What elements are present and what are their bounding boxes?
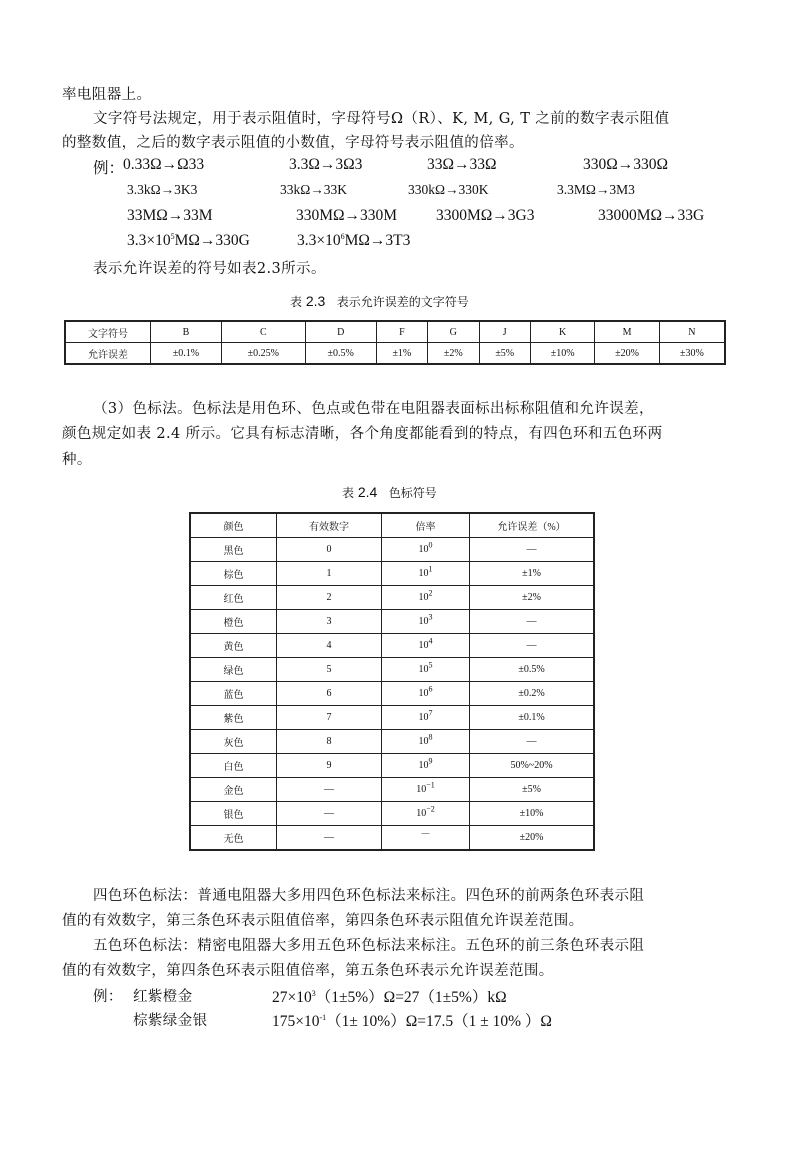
tolerance-symbol-table xyxy=(64,320,726,365)
digit-cell: 8 xyxy=(277,730,382,754)
color-name-cell: 灰色 xyxy=(190,730,277,754)
color-name-cell: 无色 xyxy=(190,826,277,851)
table-row xyxy=(65,321,725,343)
multiplier-base: 10 xyxy=(416,784,427,795)
color-name-cell: 紫色 xyxy=(190,706,277,730)
digit-cell: 6 xyxy=(277,682,382,706)
table-row xyxy=(190,658,594,682)
color-name-cell: 红色 xyxy=(190,586,277,610)
tolerance-cell: ±1% xyxy=(470,562,595,586)
color-name-cell: 白色 xyxy=(190,754,277,778)
digit-cell: 4 xyxy=(277,634,382,658)
table-row xyxy=(190,730,594,754)
multiplier-cell xyxy=(382,562,470,586)
table-caption: 表 2.4 色标符号 xyxy=(342,484,437,500)
multiplier-base: 10 xyxy=(418,544,429,555)
multiplier-base: 10 xyxy=(418,760,429,771)
example-prefix: 例： xyxy=(93,160,125,177)
example-item: 330Ω→330Ω xyxy=(583,156,669,173)
table-cell: ±0.25% xyxy=(221,343,305,365)
example-item: 3.3Ω→3Ω3 xyxy=(289,156,363,173)
paragraph-text: 的整数值，之后的数字表示阻值的小数值，字母符号表示阻值的倍率。 xyxy=(62,135,524,151)
row-label: 允许误差 xyxy=(65,343,151,365)
table-cell: G xyxy=(428,321,479,343)
digit-cell: 1 xyxy=(277,562,382,586)
table-cell: K xyxy=(530,321,594,343)
example-item: 330kΩ→330K xyxy=(408,182,489,197)
table-row xyxy=(190,778,594,802)
multiplier-exponent: 9 xyxy=(428,756,433,766)
multiplier-cell xyxy=(382,538,470,562)
multiplier-cell xyxy=(382,610,470,634)
column-header: 有效数字 xyxy=(277,513,382,538)
table-cell: M xyxy=(595,321,659,343)
example-label: 棕紫绿金银 xyxy=(133,1013,208,1029)
table-row xyxy=(190,706,594,730)
multiplier-exponent: 2 xyxy=(428,588,433,598)
multiplier-cell xyxy=(382,682,470,706)
multiplier-exponent: 3 xyxy=(428,612,433,622)
multiplier-exponent: 6 xyxy=(428,684,433,694)
multiplier-cell xyxy=(382,826,470,851)
table-header-row xyxy=(190,513,594,538)
example-item: 0.33Ω→Ω33 xyxy=(123,156,205,173)
example-item: 33kΩ→33K xyxy=(280,182,348,197)
tolerance-cell: — xyxy=(470,610,595,634)
tolerance-cell: ±0.2% xyxy=(470,682,595,706)
table-cell: F xyxy=(376,321,427,343)
multiplier-cell xyxy=(382,634,470,658)
table-row xyxy=(190,586,594,610)
example-formula: $27\times 10^3(1\pm 5\%)\Omega=27(1\pm 5\%)k\Omega$ xyxy=(272,988,507,1006)
color-name-cell: 金色 xyxy=(190,778,277,802)
table-row xyxy=(190,682,594,706)
color-name-cell: 黄色 xyxy=(190,634,277,658)
paragraph-text: 颜色规定如表 2.4 所示。它具有标志清晰，各个角度都能看到的特点，有四色环和五色环两 xyxy=(62,426,663,442)
paragraph-text: （3）色标法。色标法是用色环、色点或色带在电阻器表面标出标称阻值和允许误差， xyxy=(93,401,654,417)
table-cell: ±30% xyxy=(659,343,725,365)
tolerance-cell: ±0.5% xyxy=(470,658,595,682)
multiplier-base: 10 xyxy=(418,736,429,747)
table-cell: ±0.5% xyxy=(305,343,376,365)
table-cell: ±5% xyxy=(479,343,530,365)
table-cell: ±2% xyxy=(428,343,479,365)
paragraph-text: 值的有效数字，第四条色环表示阻值倍率，第五条色环表示允许误差范围。 xyxy=(62,963,554,979)
paragraph-text: 文字符号法规定，用于表示阻值时，字母符号Ω（R）、K, M, G, T 之前的数字表示阻值 xyxy=(93,111,670,127)
color-name-cell: 绿色 xyxy=(190,658,277,682)
table-cell: C xyxy=(221,321,305,343)
digit-cell: 0 xyxy=(277,538,382,562)
color-name-cell: 黑色 xyxy=(190,538,277,562)
paragraph-text: 四色环色标法：普通电阻器大多用四色环色标法来标注。四色环的前两条色环表示阻 xyxy=(93,888,645,904)
multiplier-exponent: — xyxy=(421,828,430,838)
example-item: $3.3\times 10^6M\Omega\to 3T3$ xyxy=(297,231,411,249)
tolerance-cell: ±2% xyxy=(470,586,595,610)
table-row xyxy=(190,538,594,562)
table-row xyxy=(190,754,594,778)
multiplier-base: 10 xyxy=(418,640,429,651)
table-caption: 表 2.3 表示允许误差的文字符号 xyxy=(290,293,469,309)
example-item: 3.3MΩ→3M3 xyxy=(557,182,635,197)
digit-cell: — xyxy=(277,802,382,826)
multiplier-exponent: −1 xyxy=(426,780,435,790)
tolerance-cell: — xyxy=(470,538,595,562)
color-name-cell: 棕色 xyxy=(190,562,277,586)
tolerance-cell: ±10% xyxy=(470,802,595,826)
table-row xyxy=(190,610,594,634)
table-row xyxy=(190,634,594,658)
paragraph-text: 率电阻器上。 xyxy=(62,87,152,103)
tolerance-cell: — xyxy=(470,730,595,754)
multiplier-base: 10 xyxy=(418,568,429,579)
multiplier-cell xyxy=(382,658,470,682)
digit-cell: 5 xyxy=(277,658,382,682)
table-cell: ±20% xyxy=(595,343,659,365)
table-row xyxy=(190,826,594,851)
color-name-cell: 橙色 xyxy=(190,610,277,634)
multiplier-exponent: 0 xyxy=(428,540,433,550)
paragraph-text: 五色环色标法：精密电阻器大多用五色环色标法来标注。五色环的前三条色环表示阻 xyxy=(93,938,645,954)
table-cell: ±0.1% xyxy=(151,343,222,365)
tolerance-cell: ±0.1% xyxy=(470,706,595,730)
multiplier-base: 10 xyxy=(416,808,427,819)
digit-cell: — xyxy=(277,826,382,851)
example-item: 330MΩ→330M xyxy=(296,207,398,224)
digit-cell: 9 xyxy=(277,754,382,778)
multiplier-cell xyxy=(382,706,470,730)
multiplier-exponent: 5 xyxy=(428,660,433,670)
multiplier-exponent: −2 xyxy=(426,804,435,814)
row-label: 文字符号 xyxy=(65,321,151,343)
table-row xyxy=(65,343,725,365)
example-item: 3.3kΩ→3K3 xyxy=(127,182,198,197)
table-cell: ±1% xyxy=(376,343,427,365)
multiplier-exponent: 7 xyxy=(428,708,433,718)
example-prefix: 例： xyxy=(93,989,123,1005)
example-item: 3300MΩ→3G3 xyxy=(436,207,535,224)
table-cell: J xyxy=(479,321,530,343)
multiplier-cell xyxy=(382,586,470,610)
multiplier-base: 10 xyxy=(418,664,429,675)
tolerance-cell: ±20% xyxy=(470,826,595,851)
digit-cell: 7 xyxy=(277,706,382,730)
paragraph-text: 种。 xyxy=(62,452,92,468)
column-header: 颜色 xyxy=(190,513,277,538)
table-row xyxy=(190,562,594,586)
example-item: $3.3\times 10^5M\Omega\to 330G$ xyxy=(127,231,250,249)
example-item: 33Ω→33Ω xyxy=(427,156,497,173)
tolerance-cell: — xyxy=(470,634,595,658)
table-cell: N xyxy=(659,321,725,343)
multiplier-cell xyxy=(382,802,470,826)
digit-cell: 3 xyxy=(277,610,382,634)
multiplier-cell xyxy=(382,778,470,802)
example-formula: $175\times 10^{-1}(1\pm 10\%)\Omega=17.5(1 \pm 10\%$ ）Ω xyxy=(272,1012,552,1030)
table-cell: D xyxy=(305,321,376,343)
digit-cell: 2 xyxy=(277,586,382,610)
multiplier-exponent: 1 xyxy=(428,564,433,574)
column-header: 允许误差（%） xyxy=(470,513,595,538)
color-code-table xyxy=(189,512,595,851)
paragraph-text: 值的有效数字，第三条色环表示阻值倍率，第四条色环表示阻值允许误差范围。 xyxy=(62,913,584,929)
tolerance-cell: ±5% xyxy=(470,778,595,802)
color-name-cell: 银色 xyxy=(190,802,277,826)
example-item: 33000MΩ→33G xyxy=(598,207,705,224)
multiplier-cell xyxy=(382,730,470,754)
multiplier-exponent: 4 xyxy=(428,636,433,646)
color-name-cell: 蓝色 xyxy=(190,682,277,706)
multiplier-base: 10 xyxy=(418,712,429,723)
digit-cell: — xyxy=(277,778,382,802)
example-item: 33MΩ→33M xyxy=(127,207,213,224)
multiplier-cell xyxy=(382,754,470,778)
multiplier-exponent: 8 xyxy=(428,732,433,742)
column-header: 倍率 xyxy=(382,513,470,538)
tolerance-cell: 50%~20% xyxy=(470,754,595,778)
example-label: 红紫橙金 xyxy=(133,989,193,1005)
multiplier-base: 10 xyxy=(418,688,429,699)
table-cell: B xyxy=(151,321,222,343)
table-row xyxy=(190,802,594,826)
paragraph-text: 表示允许误差的符号如表2.3所示。 xyxy=(93,261,326,277)
table-cell: ±10% xyxy=(530,343,594,365)
multiplier-base: 10 xyxy=(418,616,429,627)
multiplier-base: 10 xyxy=(418,592,429,603)
